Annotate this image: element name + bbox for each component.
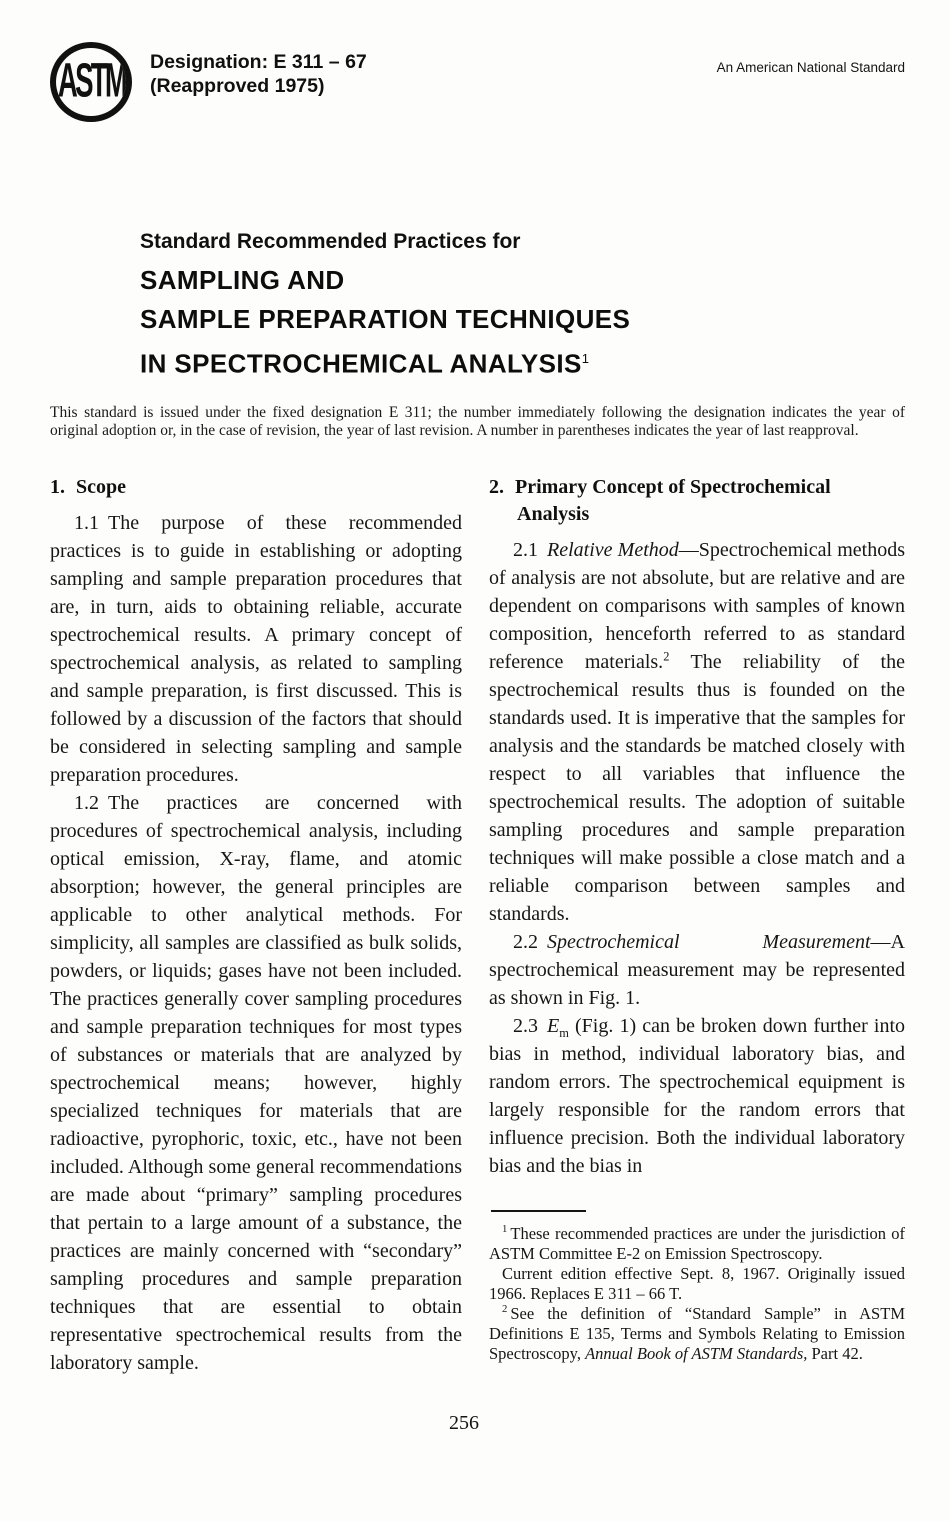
paragraph-2-2-number: 2.2: [513, 930, 538, 953]
footnote-divider: [491, 1210, 586, 1212]
paragraph-2-3-number: 2.3: [513, 1014, 538, 1037]
paragraph-2-2-text: —A spectrochemical measurement may be represented as shown in Fig. 1.: [489, 930, 905, 1009]
paragraph-2-1-text-b: The reliability of the spectrochemical results thus is founded on the standards used. It is imperative that the samples for analysis and the standards be matched closely with respect to all variables that influence the spectrochemical results. The adoption of suitable sampling procedures and sample preparation techniques will make possible a close match and a reliable comparison between samples and standards.: [489, 650, 905, 925]
page-number: 256: [449, 1412, 479, 1434]
paragraph-2-3-variable-subscript: m: [559, 1025, 569, 1040]
paragraph-2-1: [489, 536, 905, 928]
national-standard-note: An American National Standard: [716, 60, 905, 75]
paragraph-1-1-number: 1.1: [74, 511, 99, 534]
title-line-2: SAMPLE PREPARATION TECHNIQUES: [140, 304, 631, 334]
footnote-1: [489, 1224, 905, 1264]
paragraph-2-3-text: (Fig. 1) can be broken down further into bias in method, individual laboratory bias, and random errors. The spectrochemical equipment is largely responsible for the random errors that influence precision. Both the individual laboratory bias and the bias in: [489, 1014, 905, 1177]
title-kicker: Standard Recommended Practices for: [140, 230, 521, 253]
footnote-1-text: These recommended practices are under the jurisdiction of ASTM Committee E-2 on Emission Spectroscopy.: [489, 1223, 905, 1263]
footnote-1-marker: 1: [502, 1223, 508, 1236]
footnote-2: [489, 1304, 905, 1364]
designation-line-2: (Reapproved 1975): [150, 75, 325, 97]
footnotes-block: [489, 1210, 905, 1364]
title-block: [140, 230, 905, 384]
body-columns: [50, 474, 905, 1377]
paragraph-2-3: [489, 1012, 905, 1180]
title-line-3-text: IN SPECTROCHEMICAL ANALYSIS: [140, 348, 582, 379]
astm-logo-text: ASTM: [57, 54, 125, 108]
paragraph-2-1-term: Relative Method: [547, 538, 679, 561]
title-footnote-ref: 1: [581, 351, 590, 366]
paragraph-2-2: [489, 928, 905, 1012]
paragraph-2-1-text-a: —Spectrochemical methods of analysis are not absolute, but are relative and are dependent on comparisons with samples of known composition, henceforth referred to as standard reference materials.: [489, 538, 905, 673]
paragraph-1-2-number: 1.2: [74, 791, 99, 814]
footnote-1-continued: Current edition effective Sept. 8, 1967. Originally issued 1966. Replaces E 311 – 66 T.: [489, 1263, 905, 1303]
title-line-3: [140, 339, 905, 384]
paragraph-2-2-term: Spectrochemical Measurement: [547, 930, 871, 953]
paragraph-1-1: [50, 509, 462, 789]
issue-note: This standard is issued under the fixed designation E 311; the number immediately following the designation indicates the year of original adoption or, in the case of revision, the year of last revision. A number in parentheses indicates the year of last reapproval.: [50, 403, 905, 439]
section-2-heading: [489, 474, 905, 528]
paragraph-2-3-variable: E: [547, 1014, 560, 1037]
section-2-heading-text: Primary Concept of Spectrochemical Analysis: [515, 475, 831, 525]
footnote-2-marker: 2: [502, 1303, 508, 1316]
right-column: [489, 474, 905, 1377]
section-1-heading-text: Scope: [76, 475, 126, 498]
footnote-2-text-a: See the definition of “Standard Sample” in ASTM Definitions E 135, Terms and Symbols Relating to Emission Spectroscopy,: [489, 1303, 905, 1363]
designation-line-1: Designation: E 311 – 67: [150, 51, 367, 73]
paragraph-2-1-number: 2.1: [513, 538, 538, 561]
footnote-2-book-title: Annual Book of ASTM Standards,: [585, 1343, 808, 1363]
designation-block: [150, 42, 367, 98]
page-header: [50, 42, 905, 122]
astm-logo: [50, 42, 132, 122]
left-column: [50, 474, 462, 1377]
section-2-number: 2.: [489, 475, 504, 498]
title-line-1: SAMPLING AND: [140, 265, 345, 295]
paragraph-1-2-text: The practices are concerned with procedures of spectrochemical analysis, including optical emission, X-ray, flame, and atomic absorption; however, the general principles are applicable to other analytical methods. For simplicity, all samples are classified as bulk solids, powders, or liquids; gases have not been included. The practices generally cover sampling procedures and sample preparation techniques for most types of substances or materials that are analyzed by spectrochemical means; however, highly specialized techniques for materials that are radioactive, pyrophoric, toxic, etc., have not been included. Although some general recommendations are made about “primary” sampling procedures that pertain to a large amount of a substance, the practices are mainly concerned with “secondary” sampling procedures and sample preparation techniques that are essential to obtain representative spectrochemical results from the laboratory sample.: [50, 791, 462, 1374]
paragraph-1-2: [50, 789, 462, 1377]
section-1-number: 1.: [50, 475, 65, 498]
paragraph-1-1-text: The purpose of these recommended practices is to guide in establishing or adopting sampling and sample preparation procedures that are, in turn, aids to obtaining reliable, accurate spectrochemical results. A primary concept of spectrochemical analysis, as related to sampling and sample preparation, is first discussed. This is followed by a discussion of the factors that should be considered in selecting sampling and sample preparation procedures.: [50, 511, 462, 786]
footnote-ref-2: 2: [663, 649, 670, 663]
section-1-heading: [50, 474, 462, 501]
footnote-2-text-b: Part 42.: [807, 1343, 863, 1363]
